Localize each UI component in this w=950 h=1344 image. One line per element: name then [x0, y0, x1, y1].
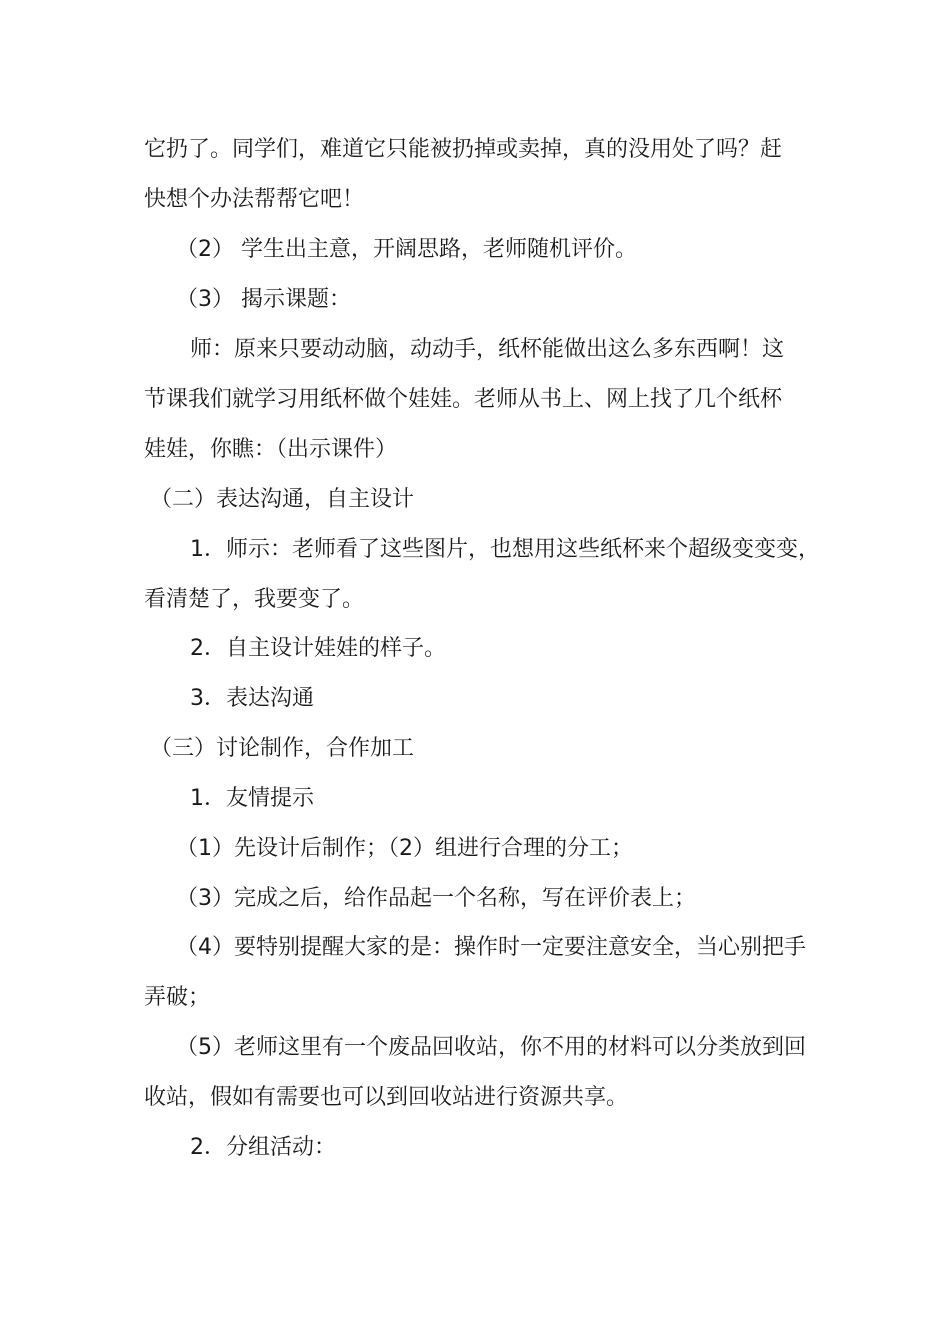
list-item: （3） 揭示课题：: [176, 287, 351, 312]
paragraph-line: 弄破；: [144, 985, 211, 1010]
paragraph-line: 收站，假如有需要也可以到回收站进行资源共享。: [144, 1085, 629, 1110]
section-heading: （二）表达沟通，自主设计: [150, 487, 415, 512]
paragraph-line: 看清楚了，我要变了。: [144, 587, 365, 612]
list-item: （5）老师这里有一个废品回收站，你不用的材料可以分类放到回: [176, 1035, 806, 1060]
list-item: （1）先设计后制作；（2）组进行合理的分工；: [176, 836, 633, 861]
paragraph-line: 快想个办法帮帮它吧！: [144, 187, 365, 212]
list-item: （4）要特别提醒大家的是：操作时一定要注意安全，当心别把手: [176, 935, 806, 960]
list-item: 2．分组活动：: [190, 1135, 336, 1160]
section-heading: （三）讨论制作，合作加工: [150, 736, 415, 761]
list-item: 1．友情提示: [190, 786, 314, 811]
list-item: （2） 学生出主意，开阔思路，老师随机评价。: [176, 237, 637, 262]
paragraph-line: 节课我们就学习用纸杯做个娃娃。老师从书上、网上找了几个纸杯: [144, 387, 783, 412]
paragraph-line: 娃娃，你瞧：（出示课件）: [144, 437, 398, 462]
list-item: （3）完成之后，给作品起一个名称，写在评价表上；: [176, 886, 696, 911]
list-item: 1．师示：老师看了这些图片，也想用这些纸杯来个超级变变变，: [190, 537, 820, 562]
list-item: 3．表达沟通: [190, 686, 314, 711]
list-item: 2．自主设计娃娃的样子。: [190, 636, 446, 661]
paragraph-line: 它扔了。同学们，难道它只能被扔掉或卖掉，真的没用处了吗？赶: [144, 137, 783, 162]
paragraph-line: 师：原来只要动动脑，动动手，纸杯能做出这么多东西啊！这: [190, 337, 785, 362]
